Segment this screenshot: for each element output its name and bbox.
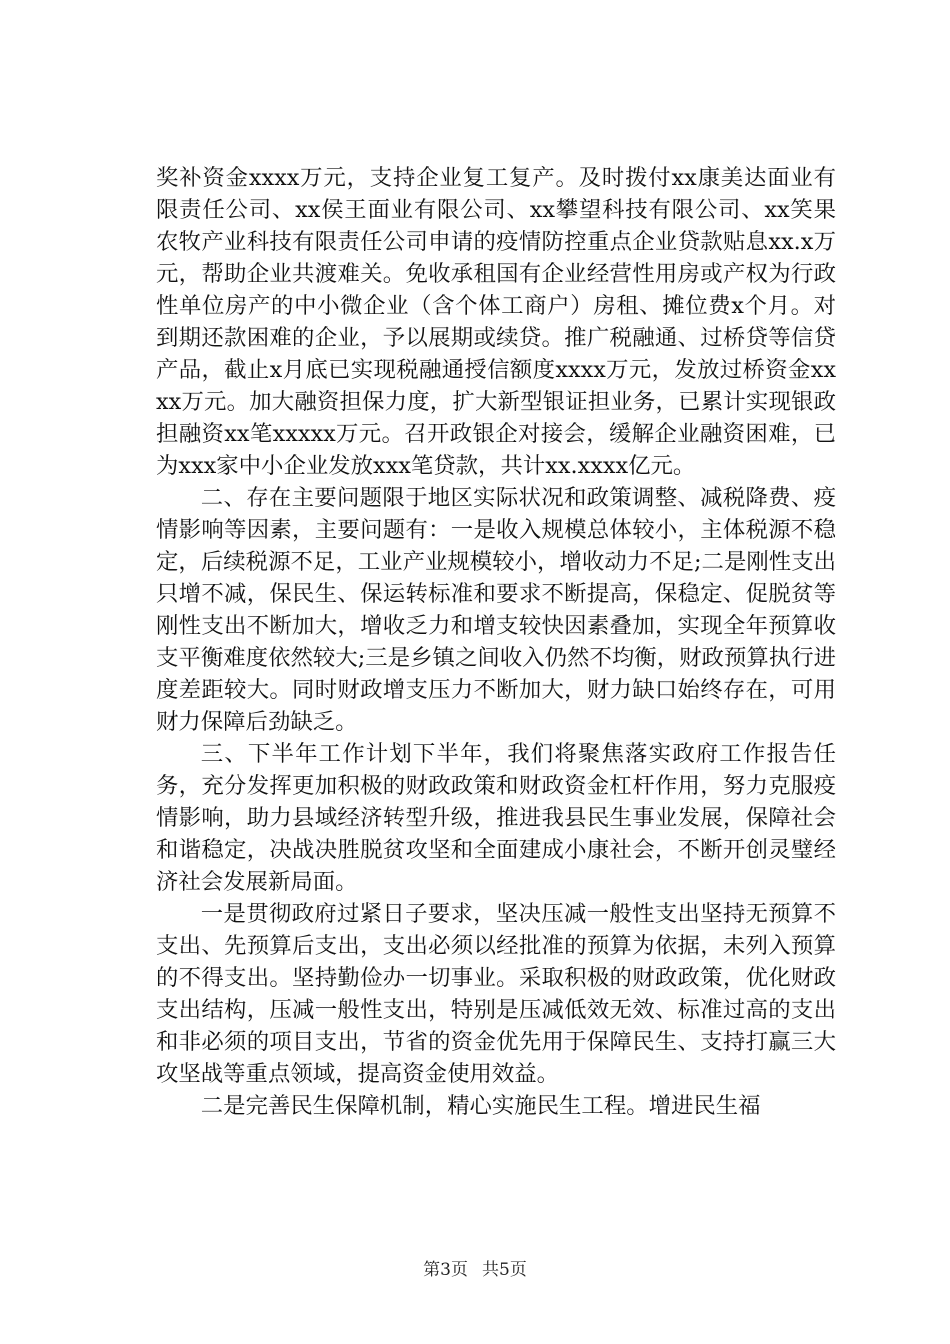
paragraph-section-3: 三、下半年工作计划下半年，我们将聚焦落实政府工作报告任务，充分发挥更加积极的财政政策和财政资金杠杆作用，努力克服疫情影响，助力县域经济转型升级，推进我县民生事业发展，保障社会和谐稳定，决战决胜脱贫攻坚和全面建成小康社会，不断开创灵璧经济社会发展新局面。: [156, 741, 836, 895]
paragraph-section-2: 二、存在主要问题限于地区实际状况和政策调整、减税降费、疫情影响等因素，主要问题有：一是收入规模总体较小，主体税源不稳定，后续税源不足，工业产业规模较小，增收动力不足;二是刚性支出只增不减，保民生、保运转标准和要求不断提高，保稳定、促脱贫等刚性支出不断加大，增收乏力和增支较快因素叠加，实现全年预算收支平衡难度依然较大;三是乡镇之间收入仍然不均衡，财政预算执行进度差距较大。同时财政增支压力不断加大，财力缺口始终存在，可用财力保障后劲缺乏。: [156, 485, 836, 735]
page-total: 共5页: [482, 1260, 527, 1280]
paragraph-item-2: 二是完善民生保障机制，精心实施民生工程。增进民生福: [200, 1093, 761, 1119]
paragraph-continuation: 奖补资金xxxx万元，支持企业复工复产。及时拨付xx康美达面业有限责任公司、xx侯王面业有限公司、xx攀望科技有限公司、xx笑果农牧产业科技有限责任公司申请的疫情防控重点企业贷款贴息xx.x万元，帮助企业共渡难关。免收承租国有企业经营性用房或产权为行政性单位房产的中小微企业（含个体工商户）房租、摊位费x个月。对到期还款困难的企业，予以展期或续贷。推广税融通、过桥贷等信贷产品，截止x月底已实现税融通授信额度xxxx万元，发放过桥资金xxxx万元。加大融资担保力度，扩大新型银证担业务，已累计实现银政担融资xx笔xxxxx万元。召开政银企对接会，缓解企业融资困难，已为xxx家中小企业发放xxx笔贷款，共计xx.xxxx亿元。: [156, 165, 836, 479]
page-footer: [0, 1260, 950, 1280]
paragraph-item-1: 一是贯彻政府过紧日子要求，坚决压减一般性支出坚持无预算不支出、先预算后支出，支出必须以经批准的预算为依据，未列入预算的不得支出。坚持勤俭办一切事业。采取积极的财政政策，优化财政支出结构，压减一般性支出，特别是压减低效无效、标准过高的支出和非必须的项目支出，节省的资金优先用于保障民生、支持打赢三大攻坚战等重点领域，提高资金使用效益。: [156, 901, 836, 1087]
document-body: [156, 162, 836, 1122]
page-number: 第3页: [423, 1260, 468, 1280]
